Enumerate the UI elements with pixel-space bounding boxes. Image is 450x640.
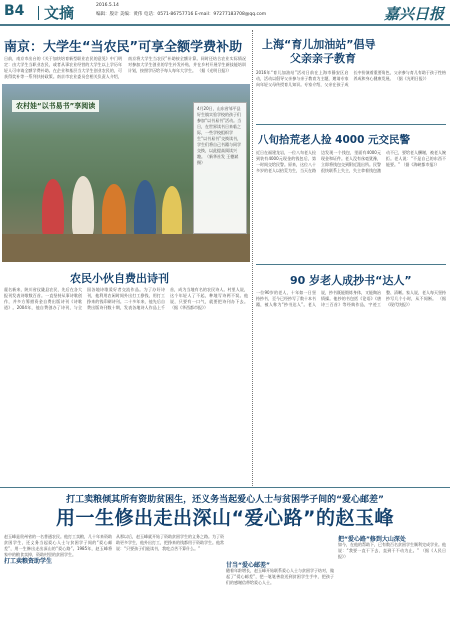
article-poem-body <box>4 287 248 477</box>
article-nanjing-body <box>4 56 246 86</box>
child-figure <box>42 179 64 239</box>
poem-byline: （据《华西都市报》） <box>170 305 208 310</box>
header-divider <box>38 6 39 20</box>
headline-shanghai-1: 上海“育儿加油站”倡导 <box>262 38 376 51</box>
issue-date: 2016.5.14 <box>96 3 119 8</box>
article-zhao-col4 <box>338 542 446 638</box>
article-shanghai-body <box>256 70 446 122</box>
page-header <box>0 0 450 26</box>
article-donation-body <box>256 150 446 270</box>
article-zhao-col1 <box>4 534 112 638</box>
banner-subtitle: 打工卖粮倾其所有资助贫困生，还义务当起爱心人士与贫困学子间的“爱心邮差” <box>66 495 384 505</box>
child-figure <box>134 180 156 242</box>
shanghai-text: 2016年“育儿加油站”活动日前在上海市静安区启动，活动以倡导父亲参与亲子教育为主题，邀请专家向年轻父母传授育儿知识。专家介绍，父亲在孩子成长中扮演着重要角色，父亲参与育儿有助于孩子性格养成和身心健康发展。 <box>256 70 446 87</box>
headline-copybook: 90 岁老人成抄书“达人” <box>290 274 412 287</box>
zhao-byline: （据《人民日报》） <box>338 548 446 559</box>
zhao-text-2: 从那以后，赵玉峰就开始了资助贫困学生的义务之路。为了资助更多学生，他外出打工，把挣来的钱都用于资助学生。他常说：“只要孩子们能读书，我吃点苦不算什么。” <box>116 534 224 551</box>
article-zhao-col3 <box>226 568 334 638</box>
news-photo <box>2 84 250 262</box>
newspaper-masthead: 嘉兴日报 <box>383 5 444 23</box>
poem-text: 霍名新来，陕川省仪陇县农民，先后在各大报刊发表诗歌数百首。一直坚持从事诗歌创作，并多方筹措资金自费出版诗刊《诗歌道》。2004年，他自费创办了诗刊，与全国各地诗歌爱好者交流作品。为了办好诗刊，他利用农闲时间外出打工挣钱，用打工挣来的钱印刷诗刊。二十多年来，他先后自费出版诗刊数十期，发表各地诗人作品上千首，成为当地有名的农民诗人。村里人说，这个年轻人了不起，种地写诗两不误。他说，只要有一口气，就要把诗刊办下去。 <box>4 287 248 310</box>
photo-caption: 4月20日，山东省邹平县好生镇实验学校的孩子们参加“以书易书”活动。当日，在世界读书日来临之际，一些学校组织学生“以书易书”交换读书，学生们将自己书籍与同学交换，以此提高阅读兴趣。（新华社发 王德斌 摄） <box>193 102 247 234</box>
article-copybook-body <box>256 290 446 480</box>
donation-byline: （据《海峡都市报》） <box>401 162 440 167</box>
headline-nanjing: 南京：大学生“当农民”可享全额学费补助 <box>4 40 243 55</box>
separator-line <box>256 264 446 265</box>
donation-text: 近日在福建龙岩，一位八旬老人捡到装有4000元现金的钱包后，第一时间交给民警。原来，这位八十多岁的老人以拾荒为生，当天在路边发现一个钱包，里面有4000元现金和证件。老人没有丝毫犹豫，立即将钱包交到附近派出所。民警很快联系上失主，失主拿着钱包激动不已，要给老人酬谢，被老人婉拒。老人说：“不是自己的东西不能要。” <box>256 150 446 173</box>
zhao-text-4: 如今，在他的帮助下，已有数百名贫困学生顺利完成学业。他说：“我要一直干下去，直到干不动为止。” <box>338 542 446 553</box>
subhead-zhao-2: 甘当“爱心邮差” <box>226 562 270 569</box>
column-divider <box>252 30 253 486</box>
headline-donation: 八旬拾荒老人捡 4000 元交民警 <box>258 134 411 146</box>
copybook-text: 一位90岁的老人，十年如一日坚持抄书，至今已经抄写了数十本书籍，被人称为“抄书达人”。老人说，抄书既能锻炼身体，又能陶冶情操。他抄的书包括《论语》《唐诗三百首》等经典作品，字迹工整、清晰。家人说，老人每天坚持抄写几个小时，从不间断。 <box>256 290 446 307</box>
editor-contact: 编辑：殷计 美编：黄伟 电话：0571-86757716 E-mail：97277183708@qq.com <box>96 12 267 17</box>
headline-shanghai-2: 父亲亲子教育 <box>290 52 356 65</box>
banner-headline: 用一生修出走出深山“爱心路”的赵玉峰 <box>56 507 394 529</box>
article-zhao-col2 <box>116 534 224 638</box>
copybook-byline: （据《现代快报》） <box>386 296 446 307</box>
subhead-zhao-1: 打工卖粮资助学生 <box>4 558 53 565</box>
child-figure <box>72 176 94 238</box>
zhao-text-1: 赵玉峰是贵州省的一名普通农民。他打工卖粮，几十年来资助贫困学生，还义务当起爱心人士与贫困学子间的“爱心邮差”，用一生修出走出深山的“爱心路”。1985年，赵玉峰将家中的粮食卖掉，资助村里的贫困学生。 <box>4 534 112 557</box>
nanjing-byline: （据《光明日报》） <box>197 68 232 73</box>
headline-poem: 农民小伙自费出诗刊 <box>70 272 169 285</box>
shanghai-byline: （据《光明日报》） <box>394 76 429 81</box>
banner-rule <box>0 487 450 488</box>
subhead-zhao-3: 把“爱心路”修到大山深处 <box>338 536 406 543</box>
section-title: 文摘 <box>44 4 75 22</box>
separator-line <box>256 124 446 125</box>
ground <box>2 234 250 262</box>
zhao-text-3: 随着年龄增长，赵玉峰开始联系爱心人士与贫困学子结对，做起了“爱心邮差”，把一笔笔善款送到贫困学生手中，把孩子们的感谢信带给爱心人士。 <box>226 568 334 585</box>
nanjing-text: 日前，南京市出台的《关于加快培育新型职业农民的意见》中门明定：由大学生当职业农民，或者从事农业经营的大学生以上学历年轻人可申请全额学费补助。在企业和基层当大学生创业农民的，可获得奖补等一系列扶持政策。南京市农业委员会相关负责人介绍，南京将大学生当农民”补助按全额计算。同时还结合农业实际情况对参加大学生创业的学生补发补贴，并在乡村开展学生新技能培训计划，按照学历给予每人每年大学生。 <box>4 56 246 79</box>
page-number: B4 <box>4 3 25 19</box>
photo-headline: 农村娃“以书易书”享阅读 <box>12 100 99 112</box>
